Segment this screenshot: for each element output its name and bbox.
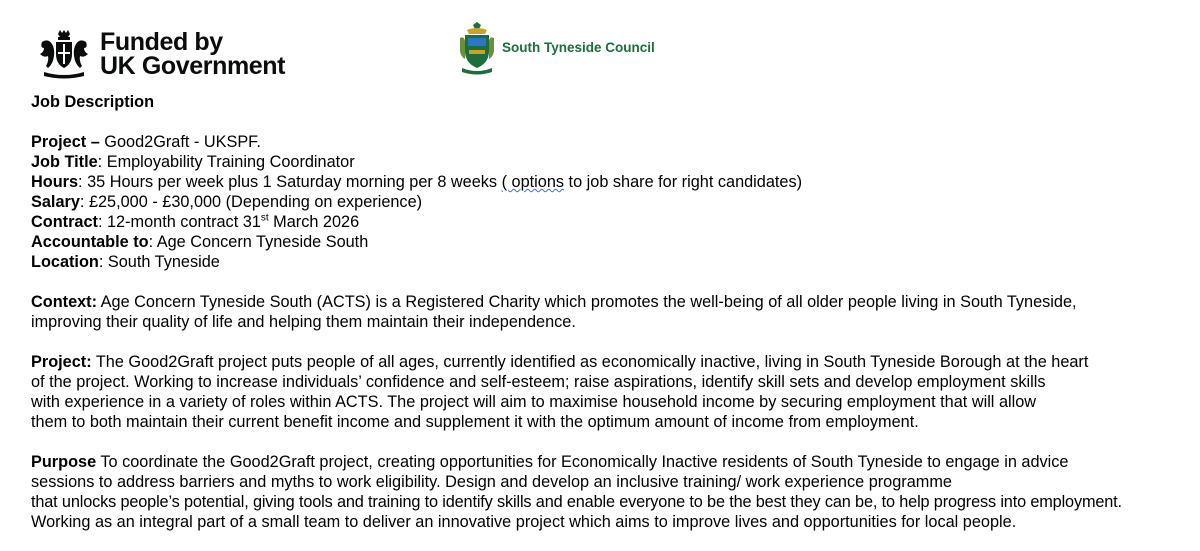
contract-label: Contract	[31, 213, 98, 231]
salary-value: : £25,000 - £30,000 (Depending on experience)	[79, 193, 423, 211]
hours-options-text: ( options	[501, 173, 565, 191]
accountable-field	[31, 232, 1191, 252]
project-paragraph-line-1	[31, 352, 1191, 372]
project-field	[31, 132, 1191, 152]
document-header	[0, 0, 1200, 90]
purpose-text-1: To coordinate the Good2Graft project, creating opportunities for Economically Inactive residents of South Tyneside to engage in advice	[96, 453, 1069, 471]
south-tyneside-council-logo	[458, 22, 655, 76]
job-description-document	[31, 92, 1191, 532]
council-name: South Tyneside Council	[502, 39, 655, 55]
project-text-1: The Good2Graft project puts people of all ages, currently identified as economically inactive, living in South Tyneside Borough at the heart	[91, 353, 1089, 371]
context-paragraph-line-1	[31, 292, 1191, 312]
ukgov-line-1: Funded by	[100, 28, 223, 56]
contract-field	[31, 212, 1191, 232]
purpose-paragraph-line-2: sessions to address barriers and myths to work eligibility. Design and develop an inclusive training/ work experience programme	[31, 473, 952, 491]
job-title-label: Job Title	[31, 153, 98, 171]
context-text-1: Age Concern Tyneside South (ACTS) is a Registered Charity which promotes the well-being of all older people living in South Tyneside,	[97, 293, 1077, 311]
hours-value-end: to job share for right candidates)	[564, 173, 803, 191]
council-crest-icon	[458, 22, 496, 76]
contract-value-end: March 2026	[268, 213, 360, 231]
project-section-label: Project:	[31, 353, 92, 371]
context-paragraph-line-2: improving their quality of life and helping them maintain their independence.	[31, 313, 576, 331]
project-paragraph-line-4: them to both maintain their current benefit income and supplement it with the optimum amount of income from employment.	[31, 413, 919, 431]
project-paragraph-line-3: with experience in a variety of roles within ACTS. The project will aim to maximise household income by securing employment that will allow	[31, 393, 1037, 411]
job-title-value: : Employability Training Coordinator	[97, 153, 355, 171]
contract-value-start: : 12-month contract 31	[97, 213, 261, 231]
location-field	[31, 252, 1191, 272]
page-title: Job Description	[31, 93, 155, 111]
project-paragraph-line-2: of the project. Working to increase individuals’ confidence and self-esteem; raise aspirations, identify skill sets and develop employment skills	[31, 373, 1046, 391]
accountable-value: : Age Concern Tyneside South	[148, 233, 369, 251]
location-label: Location	[31, 253, 99, 271]
purpose-paragraph-line-1	[31, 452, 1191, 472]
salary-field	[31, 192, 1191, 212]
hours-label: Hours	[31, 173, 79, 191]
hours-value-start: : 35 Hours per week plus 1 Saturday morning per 8 weeks	[78, 173, 502, 191]
contract-ordinal: st	[260, 212, 269, 224]
accountable-label: Accountable to	[31, 233, 149, 251]
ukgov-line-2: UK Government	[100, 52, 286, 80]
royal-coat-of-arms-icon	[36, 28, 92, 80]
purpose-label: Purpose	[31, 453, 97, 471]
salary-label: Salary	[31, 193, 80, 211]
context-label: Context:	[31, 293, 98, 311]
hours-field	[31, 172, 1191, 192]
job-title-field	[31, 152, 1191, 172]
project-value: Good2Graft - UKSPF.	[99, 133, 261, 151]
purpose-paragraph-line-4: Working as an integral part of a small team to deliver an innovative project which aims to improve lives and opportunities for local people.	[31, 513, 1017, 531]
project-label: Project –	[31, 133, 100, 151]
purpose-paragraph-line-3: that unlocks people’s potential, giving tools and training to identify skills and enable everyone to be the best they can be, to help progress into employment.	[31, 493, 1122, 511]
location-value: : South Tyneside	[98, 253, 220, 271]
uk-government-logo	[36, 28, 285, 80]
